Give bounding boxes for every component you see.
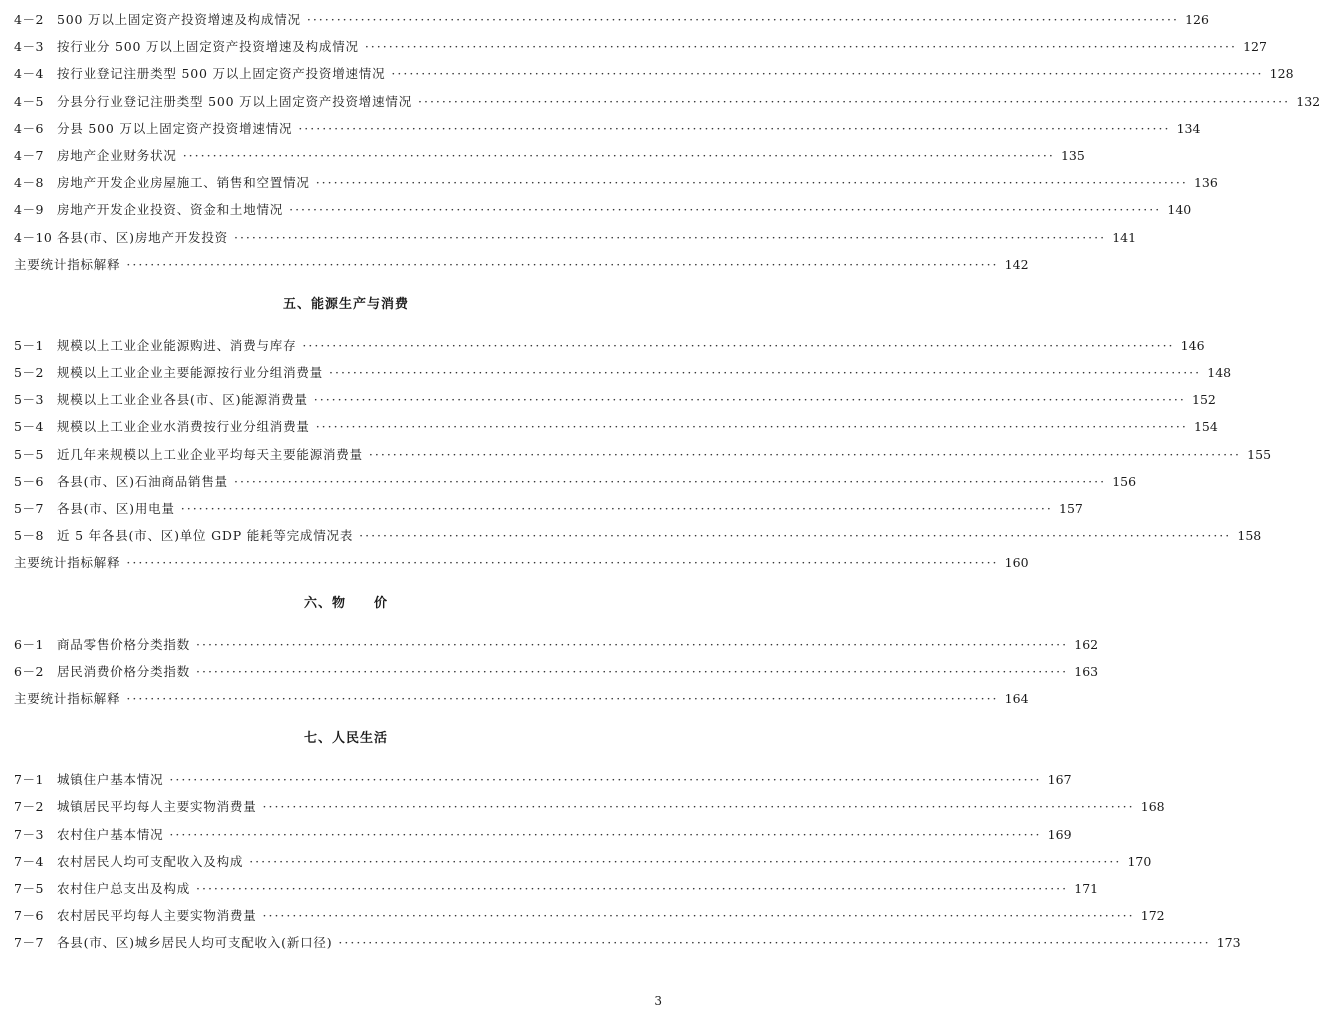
dot-leader	[316, 169, 1188, 196]
dot-leader	[338, 929, 1210, 956]
dot-leader	[369, 441, 1241, 468]
toc-entry[interactable]	[14, 821, 1072, 848]
entry-number: 7－3	[14, 826, 44, 842]
entry-title: 近几年来规模以上工业企业平均每天主要能源消费量	[57, 446, 363, 462]
entry-number: 4－8	[14, 175, 44, 191]
entry-title: 各县(市、区)石油商品销售量	[57, 473, 228, 489]
entry-page-number: 164	[1004, 690, 1029, 706]
toc-entry[interactable]	[14, 495, 1083, 522]
dot-leader	[365, 33, 1237, 60]
entry-page-number: 136	[1193, 175, 1218, 191]
dot-leader	[391, 60, 1263, 87]
entry-title: 房地产开发企业投资、资金和土地情况	[57, 202, 284, 218]
entry-number: 5－4	[14, 419, 44, 435]
dot-leader	[289, 196, 1161, 223]
entry-page-number: 141	[1112, 229, 1137, 245]
dot-leader	[298, 115, 1170, 142]
dot-leader	[126, 251, 998, 278]
entry-page-number: 160	[1004, 555, 1029, 571]
dot-leader	[196, 658, 1068, 685]
toc-entry[interactable]	[14, 115, 1201, 142]
entry-page-number: 148	[1207, 365, 1232, 381]
toc-entry[interactable]	[14, 766, 1072, 793]
toc-entry[interactable]	[14, 929, 1241, 956]
entry-number: 4－7	[14, 147, 44, 163]
entry-number: 7－5	[14, 880, 44, 896]
dot-leader	[263, 793, 1135, 820]
entry-title: 农村居民人均可支配收入及构成	[57, 853, 244, 869]
toc-entry[interactable]	[14, 468, 1137, 495]
dot-leader	[249, 848, 1121, 875]
entry-title: 规模以上工业企业水消费按行业分组消费量	[57, 419, 310, 435]
entry-title: 商品零售价格分类指数	[57, 636, 191, 652]
dot-leader	[316, 413, 1188, 440]
entry-number: 5－7	[14, 501, 44, 516]
entry-number: 5－3	[14, 392, 44, 408]
entry-title: 农村住户总支出及构成	[57, 880, 191, 896]
entry-number: 4－6	[14, 120, 44, 136]
toc-entry[interactable]	[14, 359, 1232, 386]
entry-page-number: 128	[1269, 66, 1294, 82]
toc-entry[interactable]	[14, 522, 1262, 549]
entry-page-number: 154	[1193, 419, 1218, 435]
entry-title: 房地产企业财务状况	[57, 147, 177, 163]
entry-page-number: 156	[1112, 473, 1137, 489]
dot-leader	[314, 386, 1186, 413]
entry-title: 农村居民平均每人主要实物消费量	[57, 908, 257, 924]
toc-entry[interactable]	[14, 793, 1165, 820]
entry-number: 4－4	[14, 66, 44, 82]
entry-number: 7－1	[14, 772, 44, 788]
entry-page-number: 140	[1167, 202, 1192, 218]
toc-entry[interactable]	[14, 224, 1137, 251]
entry-title: 各县(市、区)用电量	[57, 501, 175, 516]
dot-leader	[169, 766, 1041, 793]
entry-number: 5－5	[14, 446, 44, 462]
entry-title: 规模以上工业企业各县(市、区)能源消费量	[57, 392, 308, 408]
entry-number: 4－5	[14, 93, 44, 109]
dot-leader	[126, 685, 998, 712]
dot-leader	[234, 224, 1106, 251]
entry-page-number: 167	[1047, 772, 1072, 788]
toc-entry[interactable]	[14, 196, 1192, 223]
dot-leader	[169, 821, 1041, 848]
entry-page-number: 152	[1192, 392, 1216, 408]
toc-entry[interactable]	[14, 441, 1272, 468]
entry-page-number: 168	[1140, 799, 1165, 815]
entry-number: 4－9	[14, 202, 44, 218]
page-number: 3	[654, 994, 662, 1008]
toc-entry[interactable]	[14, 413, 1218, 440]
section-heading: 六、物 价	[303, 595, 388, 611]
entry-title: 按行业登记注册类型 500 万以上固定资产投资增速情况	[57, 66, 386, 82]
entry-title: 主要统计指标解释	[14, 555, 121, 571]
entry-number: 4－10	[14, 229, 53, 245]
entry-number: 5－2	[14, 365, 44, 381]
toc-entry[interactable]	[14, 88, 1320, 115]
entry-title: 分县分行业登记注册类型 500 万以上固定资产投资增速情况	[57, 93, 413, 109]
entry-title: 规模以上工业企业能源购进、消费与库存	[57, 337, 297, 353]
section-heading: 七、人民生活	[303, 731, 388, 747]
entry-page-number: 135	[1060, 147, 1085, 163]
entry-title: 规模以上工业企业主要能源按行业分组消费量	[57, 365, 324, 381]
entry-number: 5－1	[14, 337, 44, 353]
entry-number: 7－7	[14, 935, 44, 951]
dot-leader	[196, 875, 1068, 902]
toc-entry[interactable]	[14, 658, 1099, 685]
entry-number: 5－8	[14, 528, 44, 544]
entry-title: 各县(市、区)城乡居民人均可支配收入(新口径)	[57, 935, 333, 951]
entry-page-number: 171	[1074, 880, 1099, 896]
toc-entry[interactable]	[14, 6, 1209, 33]
dot-leader	[307, 6, 1179, 33]
entry-page-number: 126	[1185, 12, 1209, 27]
toc-entry[interactable]	[14, 142, 1085, 169]
entry-title: 居民消费价格分类指数	[57, 663, 191, 679]
entry-title: 500 万以上固定资产投资增速及构成情况	[57, 12, 301, 27]
entry-number: 7－6	[14, 908, 44, 924]
entry-number: 7－2	[14, 799, 44, 815]
toc-entry[interactable]	[14, 386, 1216, 413]
entry-number: 4－3	[14, 39, 44, 55]
toc-entry[interactable]	[14, 60, 1294, 87]
entry-number: 4－2	[14, 12, 44, 27]
entry-title: 城镇住户基本情况	[57, 772, 164, 788]
toc-entry[interactable]	[14, 332, 1205, 359]
dot-leader	[263, 902, 1135, 929]
dot-leader	[359, 522, 1231, 549]
dot-leader	[418, 88, 1290, 115]
entry-number: 6－2	[14, 663, 44, 679]
toc-entry[interactable]	[14, 902, 1165, 929]
dot-leader	[234, 468, 1106, 495]
entry-title: 近 5 年各县(市、区)单位 GDP 能耗等完成情况表	[57, 528, 354, 544]
entry-page-number: 127	[1243, 39, 1267, 55]
entry-title: 农村住户基本情况	[57, 826, 164, 842]
section-heading: 五、能源生产与消费	[282, 296, 409, 312]
dot-leader	[181, 495, 1053, 522]
dot-leader	[302, 332, 1174, 359]
entry-title: 按行业分 500 万以上固定资产投资增速及构成情况	[57, 39, 359, 55]
toc-entry[interactable]	[14, 631, 1099, 658]
entry-number: 5－6	[14, 473, 44, 489]
entry-page-number: 170	[1127, 853, 1152, 869]
entry-page-number: 132	[1296, 93, 1320, 109]
toc-entry-glossary[interactable]	[14, 549, 1029, 576]
entry-page-number: 134	[1176, 120, 1201, 136]
entry-title: 城镇居民平均每人主要实物消费量	[57, 799, 257, 815]
entry-title: 房地产开发企业房屋施工、销售和空置情况	[57, 175, 310, 191]
entry-page-number: 158	[1237, 528, 1262, 544]
dot-leader	[126, 549, 998, 576]
entry-number: 6－1	[14, 636, 44, 652]
toc-entry-glossary[interactable]	[14, 251, 1029, 278]
entry-page-number: 172	[1140, 908, 1165, 924]
entry-page-number: 146	[1180, 337, 1205, 353]
toc-entry[interactable]	[14, 33, 1267, 60]
toc-entry-glossary[interactable]	[14, 685, 1029, 712]
dot-leader	[183, 142, 1055, 169]
dot-leader	[329, 359, 1201, 386]
entry-page-number: 163	[1074, 663, 1099, 679]
entry-title: 主要统计指标解释	[14, 256, 121, 272]
entry-page-number: 142	[1004, 256, 1029, 272]
entry-page-number: 173	[1216, 935, 1241, 951]
toc-entry[interactable]	[14, 875, 1099, 902]
entry-title: 各县(市、区)房地产开发投资	[57, 229, 228, 245]
entry-page-number: 169	[1047, 826, 1072, 842]
entry-page-number: 162	[1074, 636, 1099, 652]
table-of-contents	[14, 6, 1320, 956]
toc-entry[interactable]	[14, 169, 1218, 196]
toc-entry[interactable]	[14, 848, 1152, 875]
entry-title: 主要统计指标解释	[14, 690, 121, 706]
entry-number: 7－4	[14, 853, 44, 869]
entry-page-number: 157	[1059, 501, 1083, 516]
entry-page-number: 155	[1247, 446, 1272, 462]
entry-title: 分县 500 万以上固定资产投资增速情况	[57, 120, 293, 136]
dot-leader	[196, 631, 1068, 658]
